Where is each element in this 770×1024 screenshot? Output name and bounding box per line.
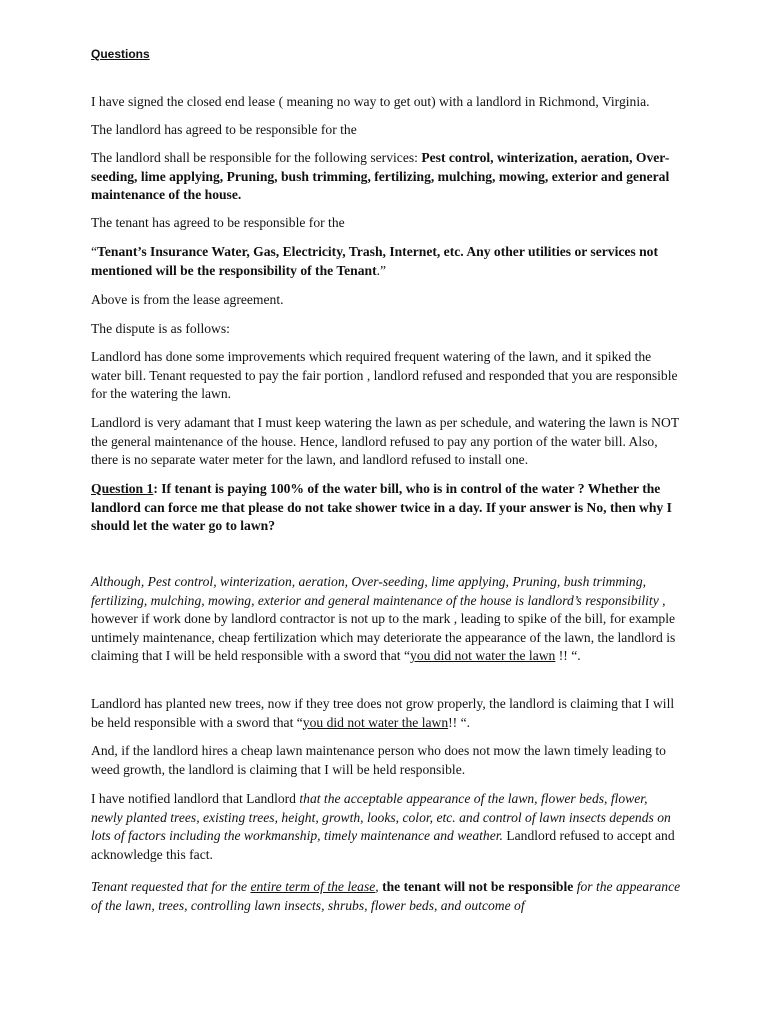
paragraph-tenant-agreed: The tenant has agreed to be responsible for the xyxy=(91,215,345,230)
although-end: !! “. xyxy=(555,648,581,663)
although-italic: Although, Pest control, winterization, aeration, Over-seeding, lime applying, Pruning, bush trimming, fertilizing, mulching, mowing, exterior and general maintenance of the house is landlord’s responsibility xyxy=(91,574,659,608)
request-intro: Tenant requested that for the xyxy=(91,879,251,894)
paragraph-lease-source: Above is from the lease agreement. xyxy=(91,292,284,307)
paragraph-landlord-services xyxy=(91,149,681,205)
section-heading: Questions xyxy=(91,47,150,61)
new-trees-underlined-quote: you did not water the lawn xyxy=(302,714,449,730)
notified-intro: I have notified landlord that Landlord xyxy=(91,791,300,806)
paragraph-tenant-request xyxy=(91,878,681,915)
question-1-label: Question 1 xyxy=(91,481,154,496)
paragraph-adamant: Landlord is very adamant that I must keep watering the lawn as per schedule, and watering the lawn is NOT the general maintenance of the house. Hence, landlord refused to pay any portion of the water bill. Also, there is no separate water meter for the lawn, and landlord refused to install one. xyxy=(91,415,679,467)
paragraph-notified xyxy=(91,790,681,864)
quote-close: .” xyxy=(376,262,387,278)
paragraph-tenant-quote xyxy=(91,243,681,280)
paragraph-landlord-agreed: The landlord has agreed to be responsible for the xyxy=(91,122,357,137)
request-term: entire term of the lease xyxy=(250,879,376,894)
paragraph-cheap-maintenance: And, if the landlord hires a cheap lawn maintenance person who does not mow the lawn timely leading to weed growth, the landlord is claiming that I will be held responsible. xyxy=(91,743,666,777)
request-body: for the appearance of the lawn, trees, controlling lawn insects, shrubs, flower beds, and outcome of xyxy=(91,879,681,913)
paragraph-although xyxy=(91,573,681,666)
question-1-text: : If tenant is paying 100% of the water bill, who is in control of the water ? Whether the landlord can force me that please do not take shower twice in a day. If your answer is No, then why I should let the water go to lawn? xyxy=(91,481,672,533)
question-1 xyxy=(91,480,681,536)
paragraph-new-trees xyxy=(91,695,681,732)
notified-end: Landlord refused to accept and acknowledge this fact. xyxy=(91,828,675,862)
new-trees-body: Landlord has planted new trees, now if they tree does not grow properly, the landlord is claiming that I will be held responsible with a sword that “ xyxy=(91,696,675,730)
although-underlined-quote: you did not water the lawn xyxy=(410,648,556,663)
request-not-responsible: the tenant will not be responsible xyxy=(382,879,574,894)
paragraph-improvements: Landlord has done some improvements which required frequent watering of the lawn, and it spiked the water bill. Tenant requested to pay the fair portion , landlord refused and responded that you are responsible for the watering the lawn. xyxy=(91,349,678,401)
paragraph-dispute-intro: The dispute is as follows: xyxy=(91,321,230,336)
request-comma: , xyxy=(375,879,383,894)
quote-open: “ xyxy=(91,244,98,259)
new-trees-end: !! “. xyxy=(448,714,471,730)
paragraph-lease-intro: I have signed the closed end lease ( meaning no way to get out) with a landlord in Richmond, Virginia. xyxy=(91,94,650,109)
landlord-services-intro: The landlord shall be responsible for the following services: xyxy=(91,150,422,165)
landlord-services-list: Pest control, winterization, aeration, Over-seeding, lime applying, Pruning, bush trimming, fertilizing, mulching, mowing, exterior and general maintenance of the house. xyxy=(91,150,670,202)
tenant-responsibilities: Tenant’s Insurance Water, Gas, Electricity, Trash, Internet, etc. Any other utilities or services not mentioned will be the responsibility of the Tenant xyxy=(91,244,658,278)
notified-italic: that the acceptable appearance of the lawn, flower beds, flower, newly planted trees, existing trees, height, growth, looks, color, etc. and control of lawn insects depends on lots of factors including the workmanship, timely maintenance and weather. xyxy=(91,791,671,843)
although-body: , however if work done by landlord contractor is not up to the mark , leading to spike of the bill, for example untimely maintenance, cheap fertilization which may deteriorate the appearance of the lawn, the landlord is claiming that I will be held responsible with a sword that “ xyxy=(91,592,676,663)
